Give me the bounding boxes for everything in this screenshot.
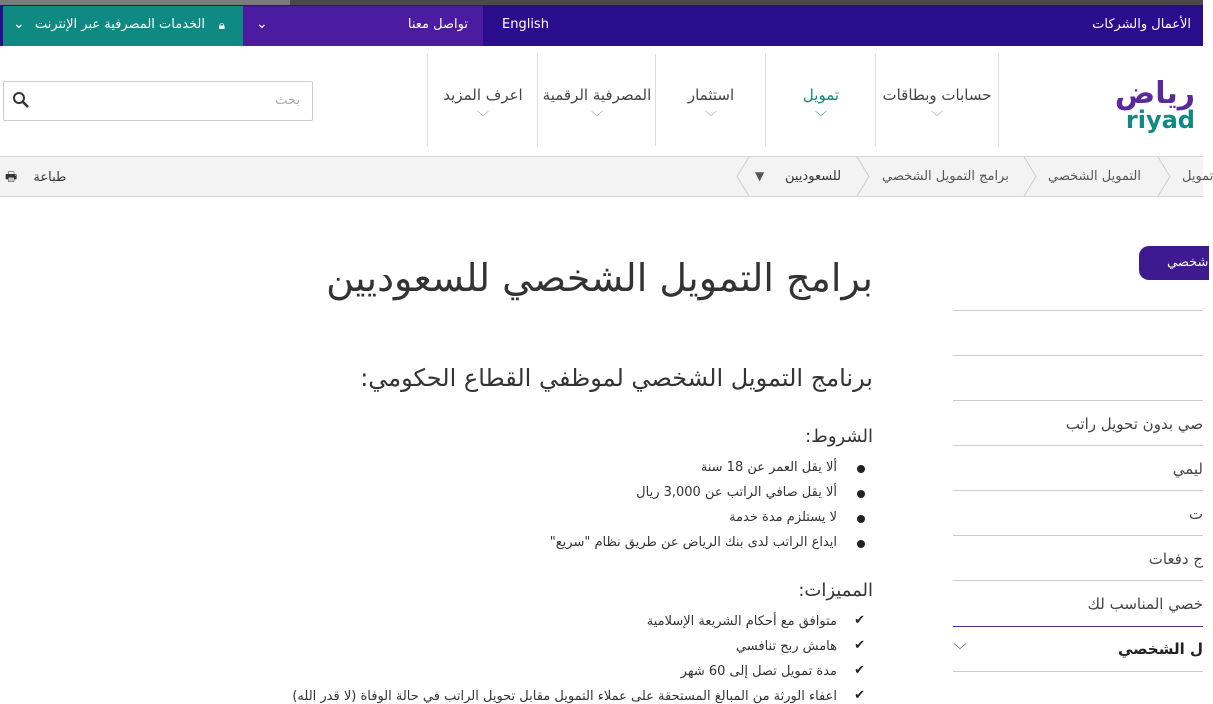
sidebar-item[interactable]: ليمي	[1172, 460, 1203, 478]
features-heading: المميزات:	[798, 580, 873, 601]
breadcrumb-item[interactable]: التمويل الشخصي	[1048, 169, 1141, 184]
print-button[interactable]	[5, 168, 66, 190]
logo-english[interactable]: riyad	[1125, 106, 1195, 134]
sidebar-divider	[953, 445, 1203, 446]
sidebar-divider-active	[953, 626, 1203, 627]
sidebar-divider	[953, 400, 1203, 401]
dropdown-toggle[interactable]	[243, 6, 283, 46]
feature-item: مدة تمويل تصل إلى 60 شهر	[680, 664, 837, 679]
search-input[interactable]	[3, 81, 313, 121]
feature-item: هامش ربح تنافسي	[735, 639, 837, 654]
sidebar-active-tab[interactable]	[1139, 246, 1209, 280]
breadcrumb-separator	[1022, 157, 1040, 196]
chevron-down-icon: ﹀	[930, 110, 943, 124]
breadcrumb-item[interactable]: برامج التمويل الشخصي	[882, 169, 1009, 184]
condition-item: ألا يقل العمر عن 18 سنة	[700, 460, 837, 475]
lock-icon: 🔒︎	[218, 18, 225, 32]
check-icon: ✔	[854, 688, 865, 703]
feature-item: اعفاء الورثة من المبالغ المستحقة على عملاء التمويل مقابل تحويل الراتب في حالة الوفاة (لا قدر الله)	[292, 689, 837, 704]
chevron-down-icon: ﹀	[814, 110, 827, 124]
chevron-down-icon: ﹀	[590, 110, 603, 124]
condition-item: ايداع الراتب لدى بنك الرياض عن طريق نظام "سريع"	[549, 535, 837, 550]
condition-item: لا يستلزم مدة خدمة	[729, 510, 837, 525]
business-link[interactable]: الأعمال والشركات	[1092, 17, 1191, 32]
sidebar-divider	[953, 310, 1203, 311]
nav-accounts-cards[interactable]	[875, 54, 999, 146]
english-label: English	[502, 17, 549, 32]
check-icon: ✔	[854, 638, 865, 653]
nav-learn-more[interactable]	[427, 54, 538, 146]
sidebar-item[interactable]: ت	[1188, 505, 1203, 523]
condition-item: ألا يقل صافي الراتب عن 3,000 ريال	[636, 485, 837, 500]
sidebar-item-expanded[interactable]: ل الشخصي	[1117, 640, 1203, 658]
page-title: برامج التمويل الشخصي للسعوديين	[326, 256, 873, 300]
nav-investment[interactable]	[655, 54, 766, 146]
bullet-icon	[857, 540, 865, 548]
top-bar	[0, 0, 1203, 46]
online-banking-label: الخدمات المصرفية عبر الإنترنت	[35, 17, 205, 32]
logo-arabic[interactable]: رياض	[1114, 76, 1195, 111]
contact-us-label: تواصل معنا	[407, 17, 468, 32]
nav-label: تمويل	[802, 86, 840, 104]
nav-digital-banking[interactable]	[537, 54, 656, 146]
sidebar-item[interactable]: ج دفعات	[1148, 550, 1203, 568]
dropdown-triangle-icon[interactable]: ▼	[755, 169, 765, 183]
feature-item: متوافق مع أحكام الشريعة الإسلامية	[646, 614, 837, 629]
check-icon: ✔	[854, 613, 865, 628]
breadcrumb-item[interactable]: تمويل	[1182, 169, 1213, 184]
chevron-down-icon: ﹀	[476, 110, 489, 124]
sidebar-divider	[953, 580, 1203, 581]
sidebar-divider	[953, 535, 1203, 536]
sidebar-divider	[953, 355, 1203, 356]
chevron-down-icon: ﹀	[704, 110, 717, 124]
nav-label: حسابات وبطاقات	[882, 86, 992, 104]
bullet-icon	[857, 490, 865, 498]
breadcrumb-separator	[733, 157, 751, 196]
print-label: طباعة	[33, 170, 67, 185]
search-placeholder: بحث	[275, 93, 300, 108]
conditions-heading: الشروط:	[805, 426, 873, 447]
nav-label: استثمار	[687, 86, 735, 104]
chevron-down-icon[interactable]: ﹀	[953, 643, 967, 659]
printer-icon: 🖶	[5, 170, 18, 185]
sidebar-tab-label: شخصي	[1167, 255, 1209, 270]
sidebar-divider	[953, 671, 1203, 672]
section-subtitle: برنامج التمويل الشخصي لموظفي القطاع الحكومي:	[360, 364, 873, 392]
breadcrumb-separator	[855, 157, 873, 196]
breadcrumb	[0, 156, 1213, 197]
sidebar-divider	[953, 490, 1203, 491]
bullet-icon	[857, 515, 865, 523]
contact-us-link[interactable]	[283, 6, 483, 46]
sidebar-item[interactable]: خصي المناسب لك	[1087, 595, 1203, 613]
bullet-icon	[857, 465, 865, 473]
sidebar-item[interactable]: صي بدون تحويل راتب	[1065, 415, 1203, 433]
chevron-down-icon: ⌄	[13, 16, 25, 32]
breadcrumb-current[interactable]: للسعوديين	[785, 169, 842, 184]
check-icon: ✔	[854, 663, 865, 678]
nav-finance[interactable]	[765, 54, 876, 146]
nav-label: المصرفية الرقمية	[542, 86, 652, 104]
online-banking-button[interactable]	[3, 6, 243, 46]
window-edge	[0, 0, 1203, 5]
english-link[interactable]	[483, 6, 563, 46]
chevron-down-icon: ⌄	[256, 16, 268, 32]
search-icon[interactable]	[12, 91, 30, 109]
nav-label: اعرف المزيد	[443, 86, 523, 104]
main-header	[0, 46, 1203, 156]
breadcrumb-separator	[1156, 157, 1174, 196]
